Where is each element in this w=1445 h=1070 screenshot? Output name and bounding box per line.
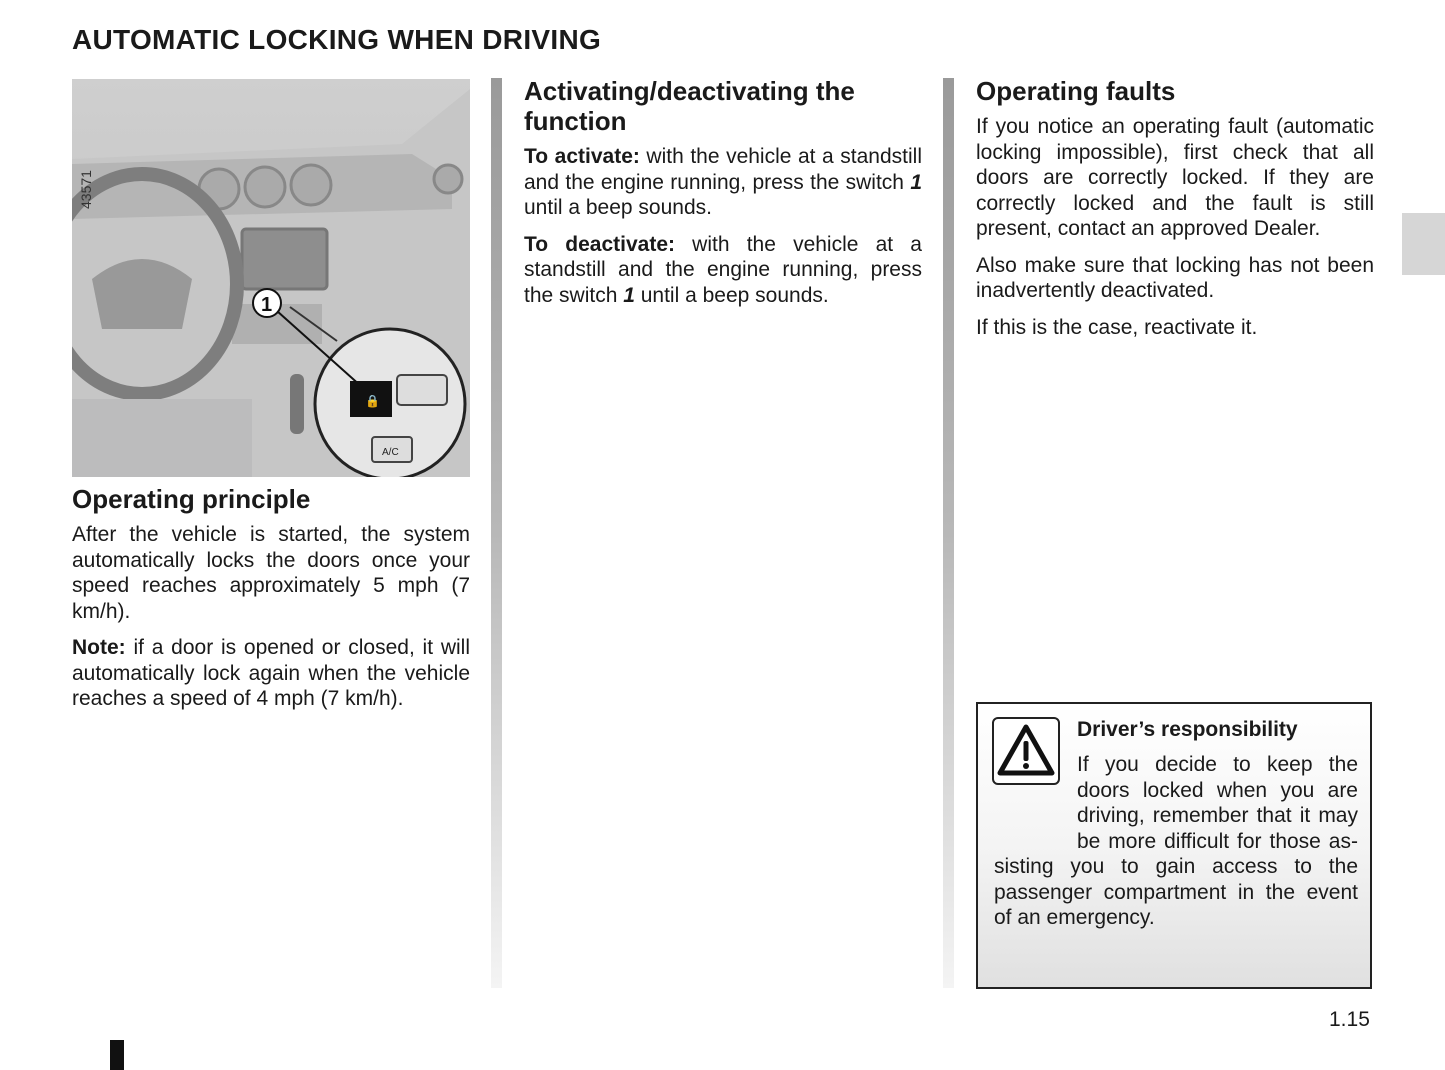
activate-text: [524, 144, 922, 221]
note-text: if a door is opened or closed, it will automatically lock again when the vehicle reaches a speed of 4 mph (7 km/h).: [72, 636, 470, 710]
deactivate-text-part: with the vehicle at a standstill and the engine running, press the switch: [524, 232, 922, 307]
deactivate-text: [524, 232, 922, 309]
section-tab: [1402, 213, 1445, 275]
activate-label: To activate:: [524, 145, 640, 168]
activate-text-end: until a beep sounds.: [524, 196, 712, 219]
activating-section: [524, 76, 922, 319]
operating-principle-section: [72, 484, 470, 723]
page-number: 1.15: [1329, 1008, 1370, 1031]
operating-principle-text: After the vehicle is started, the system automatically locks the doors once your speed reaches approximately 5 mph (7 km/h).: [72, 523, 470, 623]
switch-reference: 1: [910, 170, 922, 194]
faults-paragraph-2: Also make sure that locking has not been inadvertently deactivated.: [976, 253, 1374, 302]
operating-principle-heading: Operating principle: [72, 484, 311, 514]
svg-text:🔒: 🔒: [365, 394, 380, 408]
warning-box: [976, 702, 1372, 989]
note-label: Note:: [72, 636, 126, 659]
ac-button-label: A/C: [382, 447, 399, 458]
callout-1: 1: [261, 294, 273, 316]
illustration-reference: 43571: [78, 170, 94, 209]
warning-text: If you decide to keep the doors locked when you are driving, remember that it may be more difficult for those assisting you to gain access to the passenger compartment in the event of an emergency.: [994, 753, 1358, 929]
column-divider: [943, 78, 954, 988]
warning-title: Driver’s responsibility: [1077, 718, 1298, 741]
deactivate-text-end: until a beep sounds.: [634, 283, 829, 307]
activating-heading: Activating/deactivating the function: [524, 76, 855, 136]
operating-faults-heading: Operating faults: [976, 76, 1176, 106]
page-title: AUTOMATIC LOCKING WHEN DRIVING: [72, 24, 602, 55]
dashboard-drawing: [72, 79, 470, 477]
deactivate-label: To deactivate:: [524, 232, 675, 256]
faults-paragraph-1: If you notice an operating fault (automatic locking impossible), first check that all doors are correctly locked. If they are correctly locked and the fault is still present, contact an approved Dealer.: [976, 115, 1374, 240]
dashboard-illustration: [72, 79, 470, 477]
switch-reference: 1: [623, 283, 635, 307]
warning-text-container: [994, 752, 1358, 931]
faults-paragraph-3: If this is the case, reactivate it.: [976, 315, 1258, 339]
operating-principle-note: [72, 635, 470, 712]
activate-text-part: with the vehicle at a standstill and the engine running, press the switch: [524, 145, 922, 194]
column-divider: [491, 78, 502, 988]
operating-faults-section: [976, 76, 1374, 351]
page-corner-mark: [110, 1040, 124, 1070]
